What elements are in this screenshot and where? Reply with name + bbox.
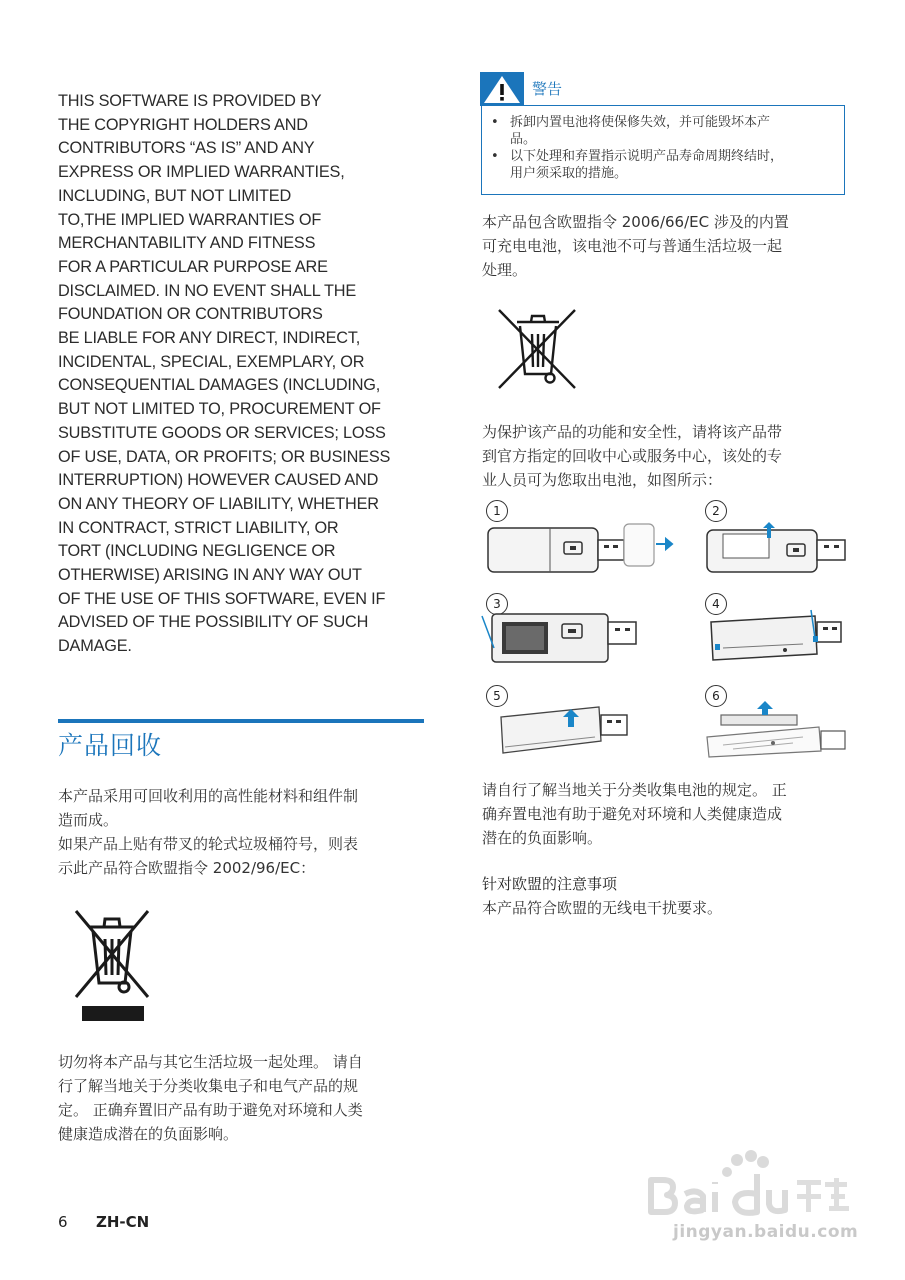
disclaimer-line: FOR A PARTICULAR PURPOSE ARE: [58, 257, 328, 276]
step-number: 5: [486, 685, 508, 707]
disclaimer-line: EXPRESS OR IMPLIED WARRANTIES,: [58, 163, 345, 182]
watermark-url: jingyan.baidu.com: [673, 1222, 859, 1242]
step-5-illustration: [495, 697, 635, 757]
disclaimer-line: FOUNDATION OR CONTRIBUTORS: [58, 305, 323, 324]
warning-title: 警告: [532, 80, 563, 98]
disclaimer-line: IN CONTRACT, STRICT LIABILITY, OR: [58, 518, 339, 537]
disclaimer-line: DAMAGE.: [58, 637, 132, 656]
eu-notice-text: 本产品符合欧盟的无线电干扰要求。: [482, 899, 723, 917]
step-number: 4: [705, 593, 727, 615]
paragraph-line: 处理。: [482, 261, 528, 279]
crossed-battery-bin-icon: [495, 304, 579, 394]
paragraph-line: 本产品包含欧盟指令 2006/66/EC 涉及的内置: [482, 213, 789, 231]
section-title-recycling: 产品回收: [58, 731, 163, 760]
paragraph-line: 业人员可为您取出电池，如图所示：: [482, 471, 723, 489]
disclaimer-line: DISCLAIMED. IN NO EVENT SHALL THE: [58, 281, 356, 300]
disclaimer-line: THE COPYRIGHT HOLDERS AND: [58, 115, 308, 134]
paragraph-line: 如果产品上贴有带叉的轮式垃圾桶符号，则表: [58, 835, 359, 853]
paragraph-line: 可充电电池，该电池不可与普通生活垃圾一起: [482, 237, 783, 255]
baidu-jingyan-watermark-logo: [645, 1150, 855, 1220]
step-2-illustration: [703, 520, 853, 580]
disclaimer-line: INCLUDING, BUT NOT LIMITED: [58, 186, 292, 205]
paragraph-line: 确弃置电池有助于避免对环境和人类健康造成: [482, 805, 783, 823]
disclaimer-line: INCIDENTAL, SPECIAL, EXEMPLARY, OR: [58, 352, 365, 371]
eu-notice-title: 针对欧盟的注意事项: [482, 875, 618, 893]
step-1-illustration: [484, 520, 674, 580]
step-number: 6: [705, 685, 727, 707]
warning-box: [481, 105, 845, 195]
paragraph-line: 到官方指定的回收中心或服务中心，该处的专: [482, 447, 783, 465]
disclaimer-line: BUT NOT LIMITED TO, PROCUREMENT OF: [58, 400, 381, 419]
disclaimer-line: TO,THE IMPLIED WARRANTIES OF: [58, 210, 322, 229]
disclaimer-line: CONTRIBUTORS “AS IS” AND ANY: [58, 139, 315, 158]
paragraph-line: 请自行了解当地关于分类收集电池的规定。 正: [482, 781, 787, 799]
disclaimer-text: [58, 90, 430, 659]
warning-line: 品。: [510, 132, 537, 147]
disclaimer-line: ON ANY THEORY OF LIABILITY, WHETHER: [58, 494, 379, 513]
disclaimer-line: THIS SOFTWARE IS PROVIDED BY: [58, 92, 322, 110]
crossed-bin-icon: [70, 905, 154, 1025]
battery-paragraph: [482, 210, 852, 282]
warning-line: • 拆卸内置电池将使保修失效，并可能毁坏本产: [510, 115, 771, 130]
protect-paragraph: [482, 420, 852, 492]
warning-item: [482, 148, 844, 182]
paragraph-line: 潜在的负面影响。: [482, 829, 603, 847]
disclaimer-line: BE LIABLE FOR ANY DIRECT, INDIRECT,: [58, 329, 361, 348]
step-number: 3: [486, 593, 508, 615]
paragraph-line: 本产品采用可回收利用的高性能材料和组件制: [58, 787, 359, 805]
step-number: 1: [486, 500, 508, 522]
paragraph-line: 为保护该产品的功能和安全性，请将该产品带: [482, 423, 783, 441]
paragraph-line: 健康造成潜在的负面影响。: [58, 1125, 239, 1143]
battery-collection-paragraph: [482, 778, 852, 850]
warning-item: [482, 114, 844, 148]
warning-line: 用户须采取的措施。: [510, 166, 628, 181]
paragraph-line: 定。 正确弃置旧产品有助于避免对环境和人类: [58, 1101, 363, 1119]
disclaimer-line: INTERRUPTION) HOWEVER CAUSED AND: [58, 471, 379, 490]
step-4-illustration: [703, 608, 853, 668]
disclaimer-line: CONSEQUENTIAL DAMAGES (INCLUDING,: [58, 376, 381, 395]
language-code: ZH-CN: [96, 1213, 150, 1231]
paragraph-line: 造而成。: [58, 811, 119, 829]
step-3-illustration: [480, 608, 640, 668]
dispose-paragraph: [58, 1050, 428, 1146]
warning-line: • 以下处理和弃置指示说明产品寿命周期终结时，: [510, 149, 784, 164]
step-6-illustration: [703, 697, 853, 759]
paragraph-line: 切勿将本产品与其它生活垃圾一起处理。 请自: [58, 1053, 363, 1071]
section-divider: [58, 719, 424, 723]
disclaimer-line: ADVISED OF THE POSSIBILITY OF SUCH: [58, 613, 369, 632]
disclaimer-line: OF THE USE OF THIS SOFTWARE, EVEN IF: [58, 589, 386, 608]
disclaimer-line: OF USE, DATA, OR PROFITS; OR BUSINESS: [58, 447, 391, 466]
disclaimer-line: MERCHANTABILITY AND FITNESS: [58, 234, 316, 253]
warning-icon: [480, 72, 524, 106]
paragraph-line: 行了解当地关于分类收集电子和电气产品的规: [58, 1077, 359, 1095]
disclaimer-line: TORT (INCLUDING NEGLIGENCE OR: [58, 542, 336, 561]
page-number: 6: [58, 1213, 68, 1231]
recycle-paragraph: [58, 784, 428, 880]
disclaimer-line: SUBSTITUTE GOODS OR SERVICES; LOSS: [58, 423, 386, 442]
paragraph-line: 示此产品符合欧盟指令 2002/96/EC：: [58, 859, 316, 877]
disclaimer-line: OTHERWISE) ARISING IN ANY WAY OUT: [58, 566, 362, 585]
step-number: 2: [705, 500, 727, 522]
